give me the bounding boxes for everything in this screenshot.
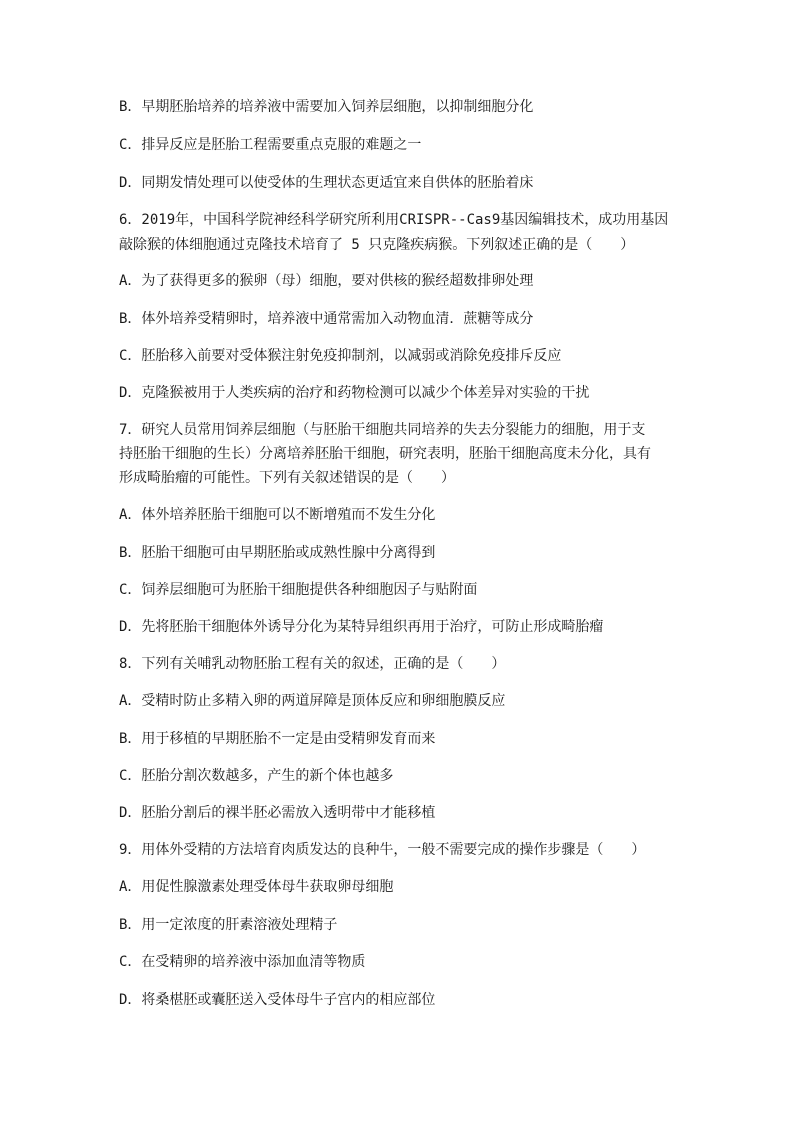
q8-option-b: B．用于移植的早期胚胎不一定是由受精卵发育而来 xyxy=(119,731,436,747)
q7-option-b: B．胚胎干细胞可由早期胚胎或成熟性腺中分离得到 xyxy=(119,545,436,561)
q9-option-b: B．用一定浓度的肝素溶液处理精子 xyxy=(119,917,338,933)
q7-option-d: D．先将胚胎干细胞体外诱导分化为某特异组织再用于治疗，可防止形成畸胎瘤 xyxy=(119,619,604,635)
q6-stem-line-1: 6．2019年，中国科学院神经科学研究所利用CRISPR--Cas9基因编辑技术，成功用基因 xyxy=(119,212,669,228)
q7-stem-line-3: 形成畸胎瘤的可能性。下列有关叙述错误的是（ ） xyxy=(119,470,455,486)
q9-option-c: C．在受精卵的培养液中添加血清等物质 xyxy=(119,954,366,970)
q6-option-c: C．胚胎移入前要对受体猴注射免疫抑制剂，以减弱或消除免疫排斥反应 xyxy=(119,348,562,364)
q5-option-b: B．早期胚胎培养的培养液中需要加入饲养层细胞，以抑制细胞分化 xyxy=(119,99,534,115)
q6-stem-line-2: 敲除猴的体细胞通过克隆技术培育了 5 只克隆疾病猴。下列叙述正确的是（ ） xyxy=(119,237,635,253)
q6-option-b: B．体外培养受精卵时，培养液中通常需加入动物血清．蔗糖等成分 xyxy=(119,311,534,327)
q8-option-c: C．胚胎分割次数越多，产生的新个体也越多 xyxy=(119,768,394,784)
q7-stem-line-1: 7．研究人员常用饲养层细胞（与胚胎干细胞共同培养的失去分裂能力的细胞，用于支 xyxy=(119,422,646,438)
q7-option-a: A．体外培养胚胎干细胞可以不断增殖而不发生分化 xyxy=(119,507,436,523)
q6-option-a: A．为了获得更多的猴卵（母）细胞，要对供核的猴经超数排卵处理 xyxy=(119,273,534,289)
q6-option-d: D．克隆猴被用于人类疾病的治疗和药物检测可以减少个体差异对实验的干扰 xyxy=(119,385,590,401)
q5-option-d: D．同期发情处理可以使受体的生理状态更适宜来自供体的胚胎着床 xyxy=(119,175,534,191)
q8-option-d: D．胚胎分割后的裸半胚必需放入透明带中才能移植 xyxy=(119,805,436,821)
q9-option-d: D．将桑椹胚或囊胚送入受体母牛子宫内的相应部位 xyxy=(119,992,436,1008)
q7-stem-line-2: 持胚胎干细胞的生长）分离培养胚胎干细胞，研究表明，胚胎干细胞高度未分化，具有 xyxy=(119,446,651,462)
q5-option-c: C．排异反应是胚胎工程需要重点克服的难题之一 xyxy=(119,137,422,153)
q8-stem: 8．下列有关哺乳动物胚胎工程有关的叙述，正确的是（ ） xyxy=(119,656,506,672)
q7-option-c: C．饲养层细胞可为胚胎干细胞提供各种细胞因子与贴附面 xyxy=(119,582,478,598)
q9-option-a: A．用促性腺激素处理受体母牛获取卵母细胞 xyxy=(119,879,394,895)
q8-option-a: A．受精时防止多精入卵的两道屏障是顶体反应和卵细胞膜反应 xyxy=(119,693,506,709)
q9-stem: 9．用体外受精的方法培育肉质发达的良种牛，一般不需要完成的操作步骤是（ ） xyxy=(119,842,646,858)
